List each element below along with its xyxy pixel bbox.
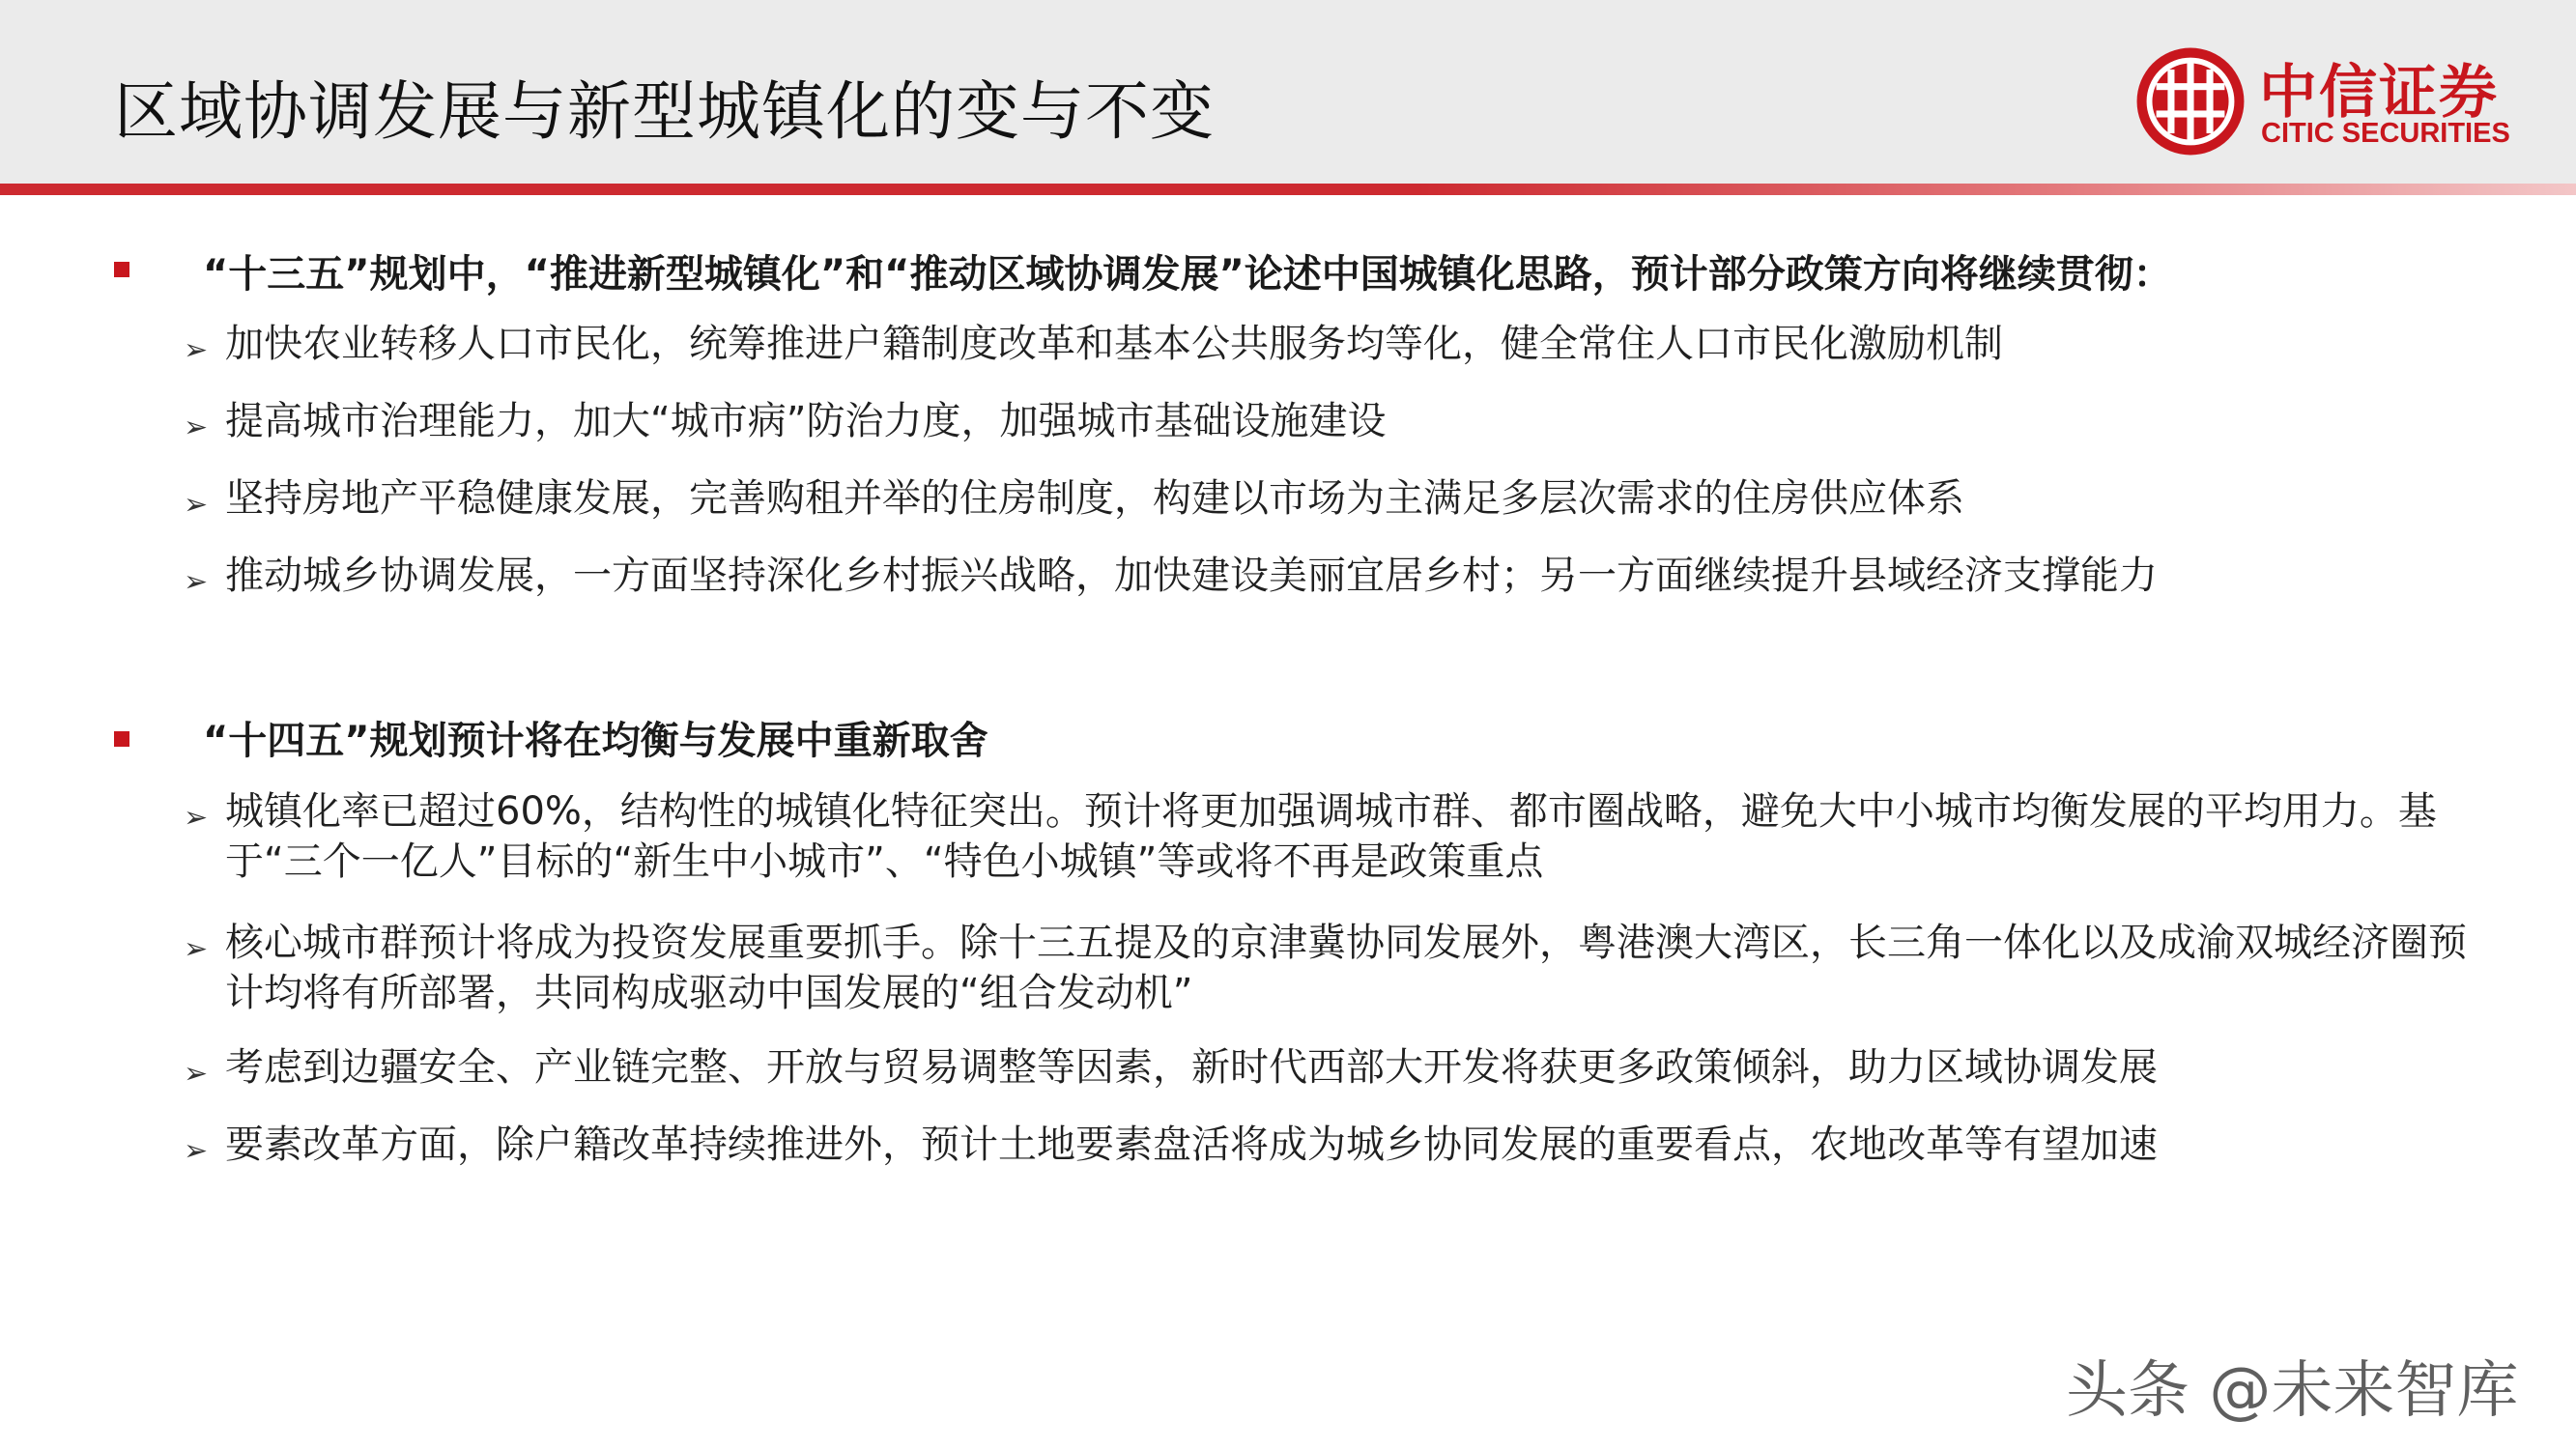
header-divider: [0, 184, 2576, 195]
arrow-bullet-icon: ➢: [184, 1134, 209, 1168]
logo-name-cn: 中信证券: [2259, 59, 2499, 127]
company-logo: [2133, 44, 2510, 160]
header-bar: [0, 0, 2576, 184]
logo-name-en: CITIC SECURITIES: [2261, 118, 2510, 149]
list-item: 考虑到边疆安全、产业链完整、开放与贸易调整等因素，新时代西部大开发将获更多政策倾斜，助力区域协调发展: [225, 1045, 2158, 1090]
arrow-bullet-icon: ➢: [184, 565, 209, 599]
section-heading: “十三五”规划中，“推进新型城镇化”和“推动区域协调发展”论述中国城镇化思路，预计部分政策方向将继续贯彻：: [203, 252, 2172, 297]
page-title: 区域协调发展与新型城镇化的变与不变: [114, 74, 1215, 149]
list-item: 核心城市群预计将成为投资发展重要抓手。除十三五提及的京津冀协同发展外，粤港澳大湾区，长三角一体化以及成渝双城经济圈预计均将有所部署，共同构成驱动中国发展的“组合发动机”: [225, 921, 2467, 1015]
watermark: 头条 @未来智库: [2066, 1355, 2519, 1427]
arrow-bullet-icon: ➢: [184, 1057, 209, 1091]
arrow-bullet-icon: ➢: [184, 801, 209, 835]
list-item: 提高城市治理能力，加大“城市病”防治力度，加强城市基础设施建设: [225, 399, 1387, 443]
arrow-bullet-icon: ➢: [184, 932, 209, 966]
section-bullet-icon: [114, 731, 129, 747]
section-heading: “十四五”规划预计将在均衡与发展中重新取舍: [203, 719, 988, 763]
arrow-bullet-icon: ➢: [184, 333, 209, 367]
section-bullet-icon: [114, 262, 129, 277]
citic-logo-icon: [2133, 44, 2247, 158]
list-item: 推动城乡协调发展，一方面坚持深化乡村振兴战略，加快建设美丽宜居乡村；另一方面继续提升县域经济支撑能力: [225, 554, 2158, 598]
list-item: 要素改革方面，除户籍改革持续推进外，预计土地要素盘活将成为城乡协同发展的重要看点，农地改革等有望加速: [225, 1122, 2158, 1167]
arrow-bullet-icon: ➢: [184, 488, 209, 522]
arrow-bullet-icon: ➢: [184, 411, 209, 444]
list-item: 城镇化率已超过60%，结构性的城镇化特征突出。预计将更加强调城市群、都市圈战略，避免大中小城市均衡发展的平均用力。基于“三个一亿人”目标的“新生中小城市”、“特色小城镇”等或将不再是政策重点: [225, 789, 2437, 884]
list-item: 坚持房地产平稳健康发展，完善购租并举的住房制度，构建以市场为主满足多层次需求的住房供应体系: [225, 476, 1964, 521]
list-item: 加快农业转移人口市民化，统筹推进户籍制度改革和基本公共服务均等化，健全常住人口市民化激励机制: [225, 322, 2003, 366]
